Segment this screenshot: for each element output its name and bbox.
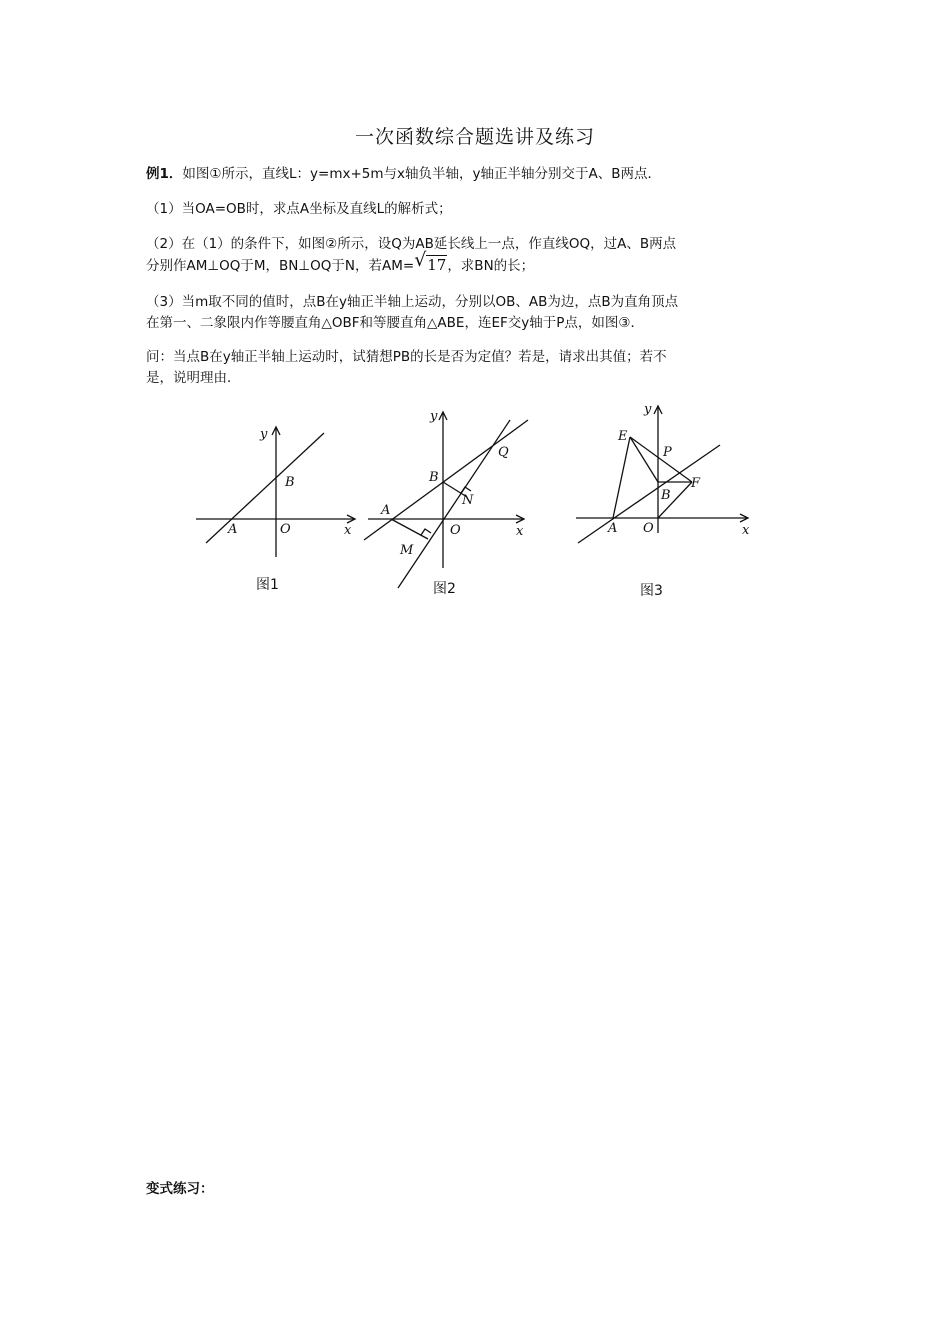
fig2-label-a: A bbox=[381, 503, 391, 518]
fig2-label-x: x bbox=[516, 524, 524, 539]
fig1-label-y: y bbox=[260, 427, 268, 442]
question-3-line-1: （3）当m取不同的值时，点B在y轴正半轴上运动，分别以OB、AB为边，点B为直角顶点 bbox=[146, 294, 679, 310]
fig1-line-l bbox=[206, 433, 324, 543]
fig2-right-angle-m-icon bbox=[421, 529, 431, 535]
fig2-label-n: N bbox=[462, 493, 474, 508]
fig3-label-f: F bbox=[691, 476, 701, 491]
sqrt-radicand: 17 bbox=[427, 256, 447, 274]
fig3-label-x: x bbox=[742, 523, 750, 538]
fig3-label-b: B bbox=[661, 488, 671, 503]
question-2-line-2-post: ，求BN的长； bbox=[447, 258, 535, 274]
example-intro-text: 如图①所示，直线L：y=mx+5m与x轴负半轴，y轴正半轴分别交于A、B两点． bbox=[182, 166, 661, 182]
fig3-segment-ef bbox=[630, 437, 692, 482]
question-3-line-2: 在第一、二象限内作等腰直角△OBF和等腰直角△ABE，连EF交y轴于P点，如图③． bbox=[146, 315, 644, 331]
ask-text bbox=[146, 347, 816, 389]
figure-2 bbox=[358, 400, 538, 599]
radical-sign-icon: √ bbox=[414, 249, 427, 271]
practice-label: 变式练习： bbox=[146, 1181, 214, 1197]
fig3-label-e: E bbox=[618, 429, 628, 444]
fig3-label-p: P bbox=[663, 445, 672, 460]
figure-1 bbox=[190, 415, 370, 569]
ask-line-1: 问：当点B在y轴正半轴上运动时，试猜想PB的长是否为定值？若是，请求出其值；若不 bbox=[146, 349, 667, 365]
fig2-label-b: B bbox=[429, 470, 439, 485]
example-label: 例1． bbox=[146, 166, 183, 182]
fig1-label-a: A bbox=[228, 522, 238, 537]
question-1 bbox=[146, 199, 816, 220]
figure-3-svg bbox=[570, 393, 760, 558]
fig3-segment-eb bbox=[630, 437, 658, 482]
question-3 bbox=[146, 292, 816, 334]
figure-1-svg bbox=[190, 415, 370, 565]
fig3-label-o: O bbox=[643, 521, 654, 536]
figure-1-caption: 图1 bbox=[256, 577, 279, 593]
figure-2-svg bbox=[358, 400, 538, 595]
fig1-label-o: O bbox=[280, 522, 291, 537]
question-2-line-1: （2）在（1）的条件下，如图②所示，设Q为AB延长线上一点，作直线OQ，过A、B两点 bbox=[146, 236, 677, 252]
question-2-line-2-pre: 分别作AM⊥OQ于M，BN⊥OQ于N，若AM= bbox=[146, 258, 415, 274]
fig2-segment-am bbox=[391, 519, 428, 539]
question-2-line-2 bbox=[146, 249, 816, 277]
example-intro bbox=[146, 164, 816, 185]
fig1-label-b: B bbox=[285, 475, 295, 490]
fig1-label-x: x bbox=[344, 523, 352, 538]
figure-2-caption: 图2 bbox=[433, 581, 456, 597]
fig3-label-a: A bbox=[608, 521, 618, 536]
fig2-label-y: y bbox=[430, 409, 438, 424]
fig2-label-o: O bbox=[450, 523, 461, 538]
figure-3 bbox=[570, 393, 760, 562]
page-title: 一次函数综合题选讲及练习 bbox=[354, 126, 595, 148]
fig2-line-oq bbox=[398, 420, 510, 588]
question-2 bbox=[146, 234, 816, 277]
figure-3-caption: 图3 bbox=[640, 583, 663, 599]
sqrt-expression bbox=[414, 249, 447, 276]
fig2-line-ab bbox=[364, 420, 528, 540]
fig3-segment-ae bbox=[613, 437, 630, 518]
fig2-label-m: M bbox=[400, 543, 414, 558]
fig3-label-y: y bbox=[644, 402, 652, 417]
question-1-text: （1）当OA=OB时，求点A坐标及直线L的解析式； bbox=[146, 201, 452, 217]
ask-line-2: 是，说明理由． bbox=[146, 370, 241, 386]
fig2-label-q: Q bbox=[498, 445, 509, 460]
